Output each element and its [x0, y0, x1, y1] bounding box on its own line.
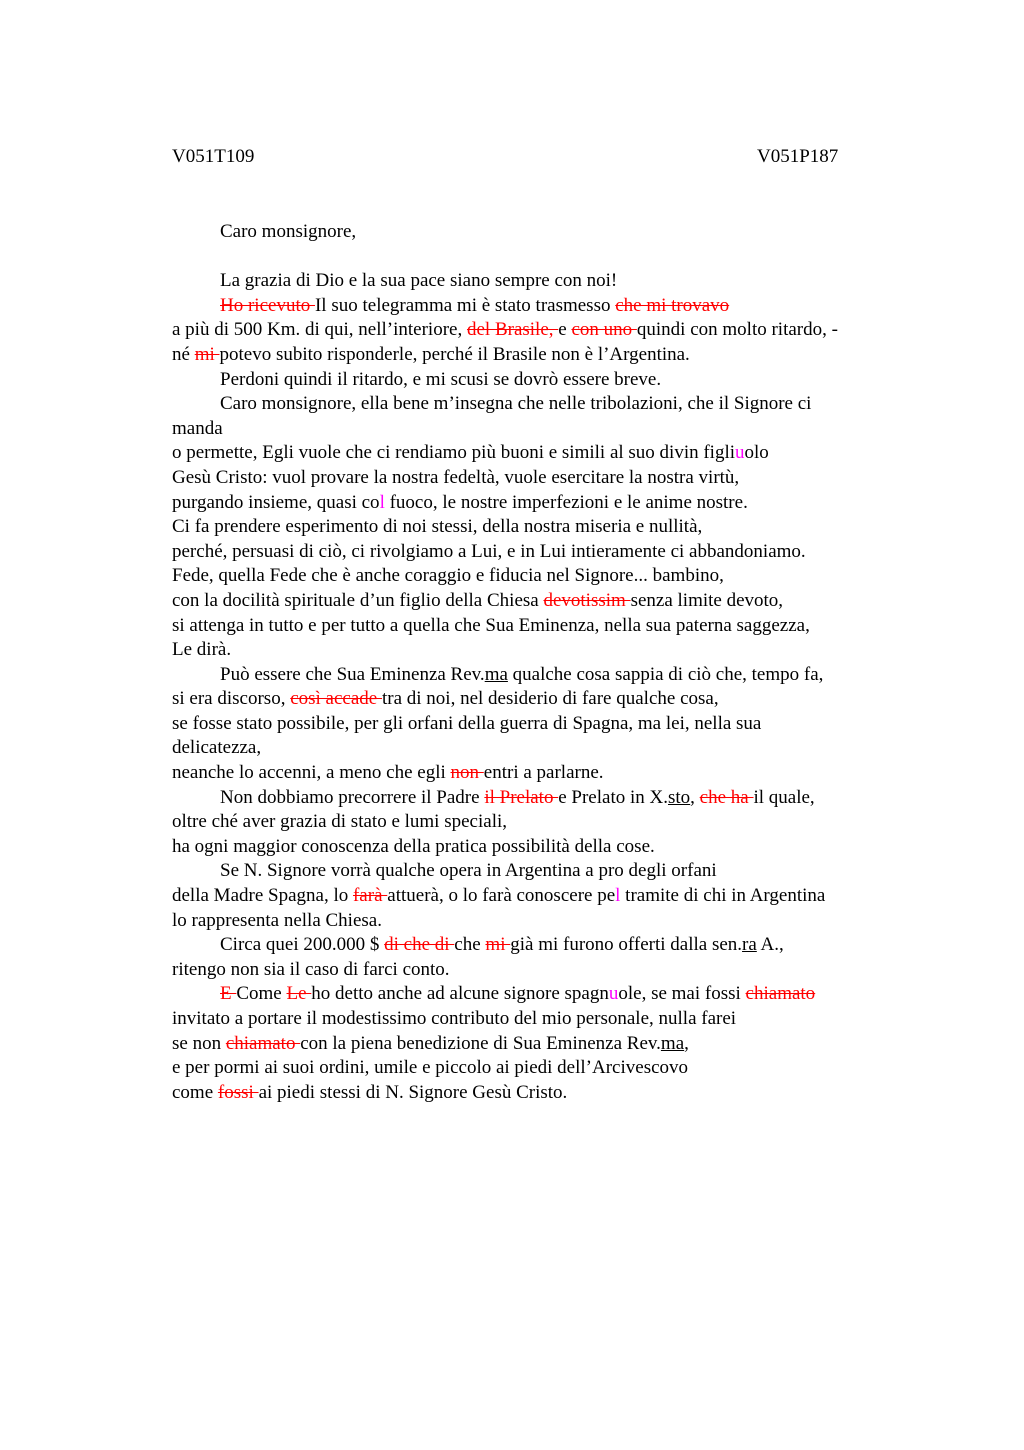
deleted-text: chiamato: [225, 1032, 301, 1054]
text-line: [172, 982, 912, 1007]
deleted-text: devotissim: [543, 589, 631, 611]
text-segment: Non dobbiamo precorrere il Padre: [220, 786, 485, 808]
text-line: [172, 687, 912, 712]
text-segment: Caro monsignore, ella bene m’insegna che nelle tribolazioni, che il Signore ci: [220, 393, 812, 415]
text-line: [172, 859, 912, 884]
text-line: [172, 884, 912, 909]
text-line: [172, 810, 912, 835]
text-segment: se fosse stato possibile, per gli orfani della guerra di Spagna, ma lei, nella sua: [172, 712, 762, 734]
text-segment: fuoco, le nostre imperfezioni e le anime nostre.: [384, 491, 748, 513]
text-segment: a più di 500 Km. di qui, nell’interiore,: [172, 319, 467, 341]
text-line: [172, 491, 912, 516]
text-segment: con la piena benedizione di Sua Eminenza Rev.: [300, 1032, 661, 1054]
text-line: [172, 1081, 912, 1106]
text-line: [172, 392, 912, 417]
header-left-code: V051T109: [172, 146, 255, 167]
text-segment: che: [454, 934, 486, 956]
text-line: [172, 269, 912, 294]
text-segment: o permette, Egli vuole che ci rendiamo più buoni e simili al suo divin figli: [172, 442, 736, 464]
text-line: [172, 589, 912, 614]
text-line: [172, 736, 912, 761]
deleted-text: che ha: [699, 786, 754, 808]
text-segment: olo: [744, 442, 769, 464]
text-segment: già mi furono offerti dalla sen.: [510, 934, 743, 956]
underlined-abbreviation: sto: [667, 786, 691, 808]
text-segment: La grazia di Dio e la sua pace siano sempre con noi!: [220, 270, 618, 292]
text-segment: ,: [690, 786, 700, 808]
text-segment: Le dirà.: [172, 639, 232, 661]
paragraph-gap: [172, 245, 912, 270]
text-segment: ai piedi stessi di N. Signore Gesù Cristo.: [258, 1081, 568, 1103]
text-segment: senza limite devoto,: [630, 589, 784, 611]
text-line: [172, 786, 912, 811]
text-line: [172, 441, 912, 466]
text-line: [172, 466, 912, 491]
deleted-text: mi: [194, 343, 220, 365]
text-line: [172, 614, 912, 639]
text-line: [172, 712, 912, 737]
text-segment: perché, persuasi di ciò, ci rivolgiamo a Lui, e in Lui intieramente ci abbandoniamo.: [172, 540, 806, 562]
inserted-text: l: [615, 885, 621, 907]
text-line: [172, 368, 912, 393]
letter-body: [172, 220, 912, 1105]
text-segment: né: [172, 343, 195, 365]
inserted-text: l: [379, 491, 385, 513]
deleted-text: così accade: [290, 688, 382, 710]
deleted-text: il Prelato: [484, 786, 559, 808]
text-segment: e: [558, 319, 572, 341]
deleted-text: Ho ricevuto: [220, 294, 315, 316]
text-line: [172, 1007, 912, 1032]
text-segment: Caro monsignore,: [220, 221, 357, 242]
inserted-text: u: [735, 442, 745, 464]
deleted-text: con uno: [571, 319, 637, 341]
text-segment: quindi con molto ritardo, -: [636, 319, 838, 341]
text-segment: Circa quei 200.000 $: [220, 934, 385, 956]
text-segment: invitato a portare il modestissimo contributo del mio personale, nulla farei: [172, 1008, 737, 1029]
text-segment: se non: [172, 1032, 226, 1054]
text-segment: delicatezza,: [172, 737, 262, 759]
header-right-code: V051P187: [757, 146, 839, 167]
text-line: [172, 515, 912, 540]
text-segment: tramite di chi in Argentina: [620, 885, 826, 907]
text-line: [172, 835, 912, 860]
deleted-text: chiamato: [745, 983, 816, 1005]
text-line: [172, 933, 912, 958]
underlined-abbreviation: ra: [742, 934, 757, 956]
text-segment: Fede, quella Fede che è anche coraggio e fiducia nel Signore... bambino,: [172, 565, 724, 587]
text-line: [172, 564, 912, 589]
text-line: [172, 540, 912, 565]
deleted-text: fossi: [217, 1081, 259, 1103]
text-segment: Perdoni quindi il ritardo, e mi scusi se dovrò essere breve.: [220, 368, 662, 390]
deleted-text: farà: [352, 885, 388, 907]
text-line: [172, 318, 912, 343]
text-segment: Ci fa prendere esperimento di noi stessi, della nostra miseria e nullità,: [172, 516, 703, 538]
text-segment: entri a parlarne.: [483, 762, 604, 784]
text-segment: tra di noi, nel desiderio di fare qualche cosa,: [381, 688, 719, 710]
underlined-abbreviation: ma: [484, 663, 508, 685]
text-segment: Come: [236, 983, 287, 1005]
text-line: [172, 663, 912, 688]
deleted-text: di che di: [384, 934, 455, 956]
text-segment: A.,: [756, 934, 784, 956]
deleted-text: del Brasile,: [466, 319, 559, 341]
text-segment: purgando insieme, quasi co: [172, 491, 380, 513]
deleted-text: mi: [485, 934, 511, 956]
text-line: [172, 343, 912, 368]
deleted-text: che mi trovavo: [615, 294, 730, 316]
text-segment: Gesù Cristo: vuol provare la nostra fedeltà, vuole esercitare la nostra virtù,: [172, 466, 740, 488]
text-segment: potevo subito risponderle, perché il Brasile non è l’Argentina.: [219, 343, 690, 365]
text-segment: il quale,: [753, 786, 815, 808]
text-segment: Il suo telegramma mi è stato trasmesso: [314, 294, 616, 316]
text-segment: ha ogni maggior conoscenza della pratica possibilità della cose.: [172, 835, 655, 857]
text-segment: ,: [684, 1032, 689, 1054]
text-segment: attuerà, o lo farà conoscere pe: [387, 885, 616, 907]
inserted-text: u: [608, 983, 619, 1005]
text-segment: Se N. Signore vorrà qualche opera in Argentina a pro degli orfani: [220, 860, 717, 882]
text-segment: ole, se mai fossi: [618, 983, 746, 1005]
text-line: [172, 220, 912, 245]
text-line: [172, 294, 912, 319]
text-segment: manda: [172, 417, 223, 439]
text-segment: si era discorso,: [172, 688, 291, 710]
text-segment: ritengo non sia il caso di farci conto.: [172, 958, 450, 980]
deleted-text: E: [220, 983, 237, 1005]
text-segment: si attenga in tutto e per tutto a quella che Sua Eminenza, nella sua paterna saggezza,: [172, 614, 810, 636]
text-line: [172, 417, 912, 442]
underlined-abbreviation: ma: [660, 1032, 685, 1054]
text-segment: oltre ché aver grazia di stato e lumi speciali,: [172, 811, 507, 833]
text-line: [172, 1032, 912, 1057]
text-segment: della Madre Spagna, lo: [172, 885, 353, 907]
text-segment: qualche cosa sappia di ciò che, tempo fa,: [507, 663, 824, 685]
text-segment: con la docilità spirituale d’un figlio della Chiesa: [172, 589, 544, 611]
deleted-text: non: [450, 762, 484, 784]
deleted-text: Le: [286, 983, 312, 1005]
text-segment: e Prelato in X.: [558, 786, 668, 808]
text-segment: lo rappresenta nella Chiesa.: [172, 909, 382, 931]
text-segment: come: [172, 1081, 218, 1103]
text-line: [172, 638, 912, 663]
text-line: [172, 1056, 912, 1081]
text-line: [172, 761, 912, 786]
text-segment: e per pormi ai suoi ordini, umile e piccolo ai piedi dell’Arcivescovo: [172, 1057, 689, 1079]
text-line: [172, 958, 912, 983]
text-segment: neanche lo accenni, a meno che egli: [172, 762, 451, 784]
text-segment: Può essere che Sua Eminenza Rev.: [220, 663, 485, 685]
text-line: [172, 909, 912, 934]
text-segment: ho detto anche ad alcune signore spagn: [311, 983, 609, 1005]
